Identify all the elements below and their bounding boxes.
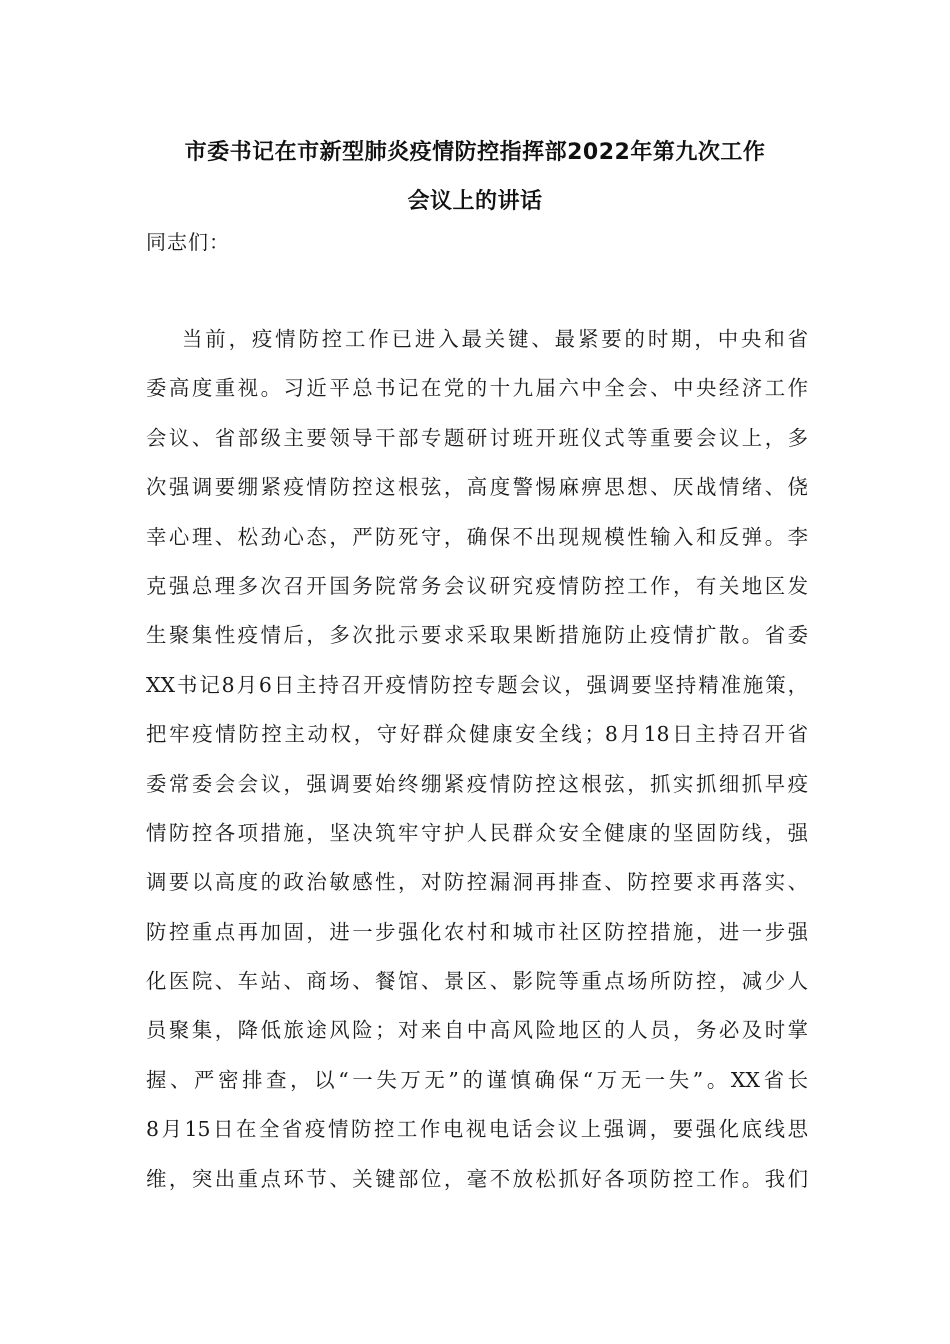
paragraph-line: 委常委会会议，强调要始终绷紧疫情防控这根弦，抓实抓细抓早疫 <box>146 771 808 796</box>
title-line-2: 会议上的讲话 <box>407 189 543 214</box>
title-line-1: 市委书记在市新型肺炎疫情防控指挥部2022年第九次工作 <box>184 140 766 165</box>
document-title <box>0 128 950 226</box>
paragraph-line: 化医院、车站、商场、餐馆、景区、影院等重点场所防控，减少人 <box>146 969 808 994</box>
paragraph-line: 情防控各项措施，坚决筑牢守护人民群众安全健康的坚固防线，强 <box>146 820 808 845</box>
body-paragraph <box>146 315 808 1204</box>
paragraph-line: 员聚集，降低旅途风险；对来自中高风险地区的人员，务必及时掌 <box>146 1018 808 1043</box>
paragraph-line: 次强调要绷紧疫情防控这根弦，高度警惕麻痹思想、厌战情绪、侥 <box>146 475 808 500</box>
paragraph-line: 握、严密排查，以“一失万无”的谨慎确保“万无一失”。XX省长 <box>146 1067 808 1092</box>
paragraph-line: XX书记8月6日主持召开疫情防控专题会议，强调要坚持精准施策， <box>146 672 808 697</box>
paragraph-line: 当前，疫情防控工作已进入最关键、最紧要的时期，中央和省 <box>182 327 808 351</box>
paragraph-line: 生聚集性疫情后，多次批示要求采取果断措施防止疫情扩散。省委 <box>146 623 808 648</box>
paragraph-line: 调要以高度的政治敏感性，对防控漏洞再排查、防控要求再落实、 <box>146 870 808 895</box>
paragraph-line: 会议、省部级主要领导干部专题研讨班开班仪式等重要会议上，多 <box>146 425 808 450</box>
paragraph-line: 维，突出重点环节、关键部位，毫不放松抓好各项防控工作。我们 <box>146 1166 808 1191</box>
paragraph-line: 防控重点再加固，进一步强化农村和城市社区防控措施，进一步强 <box>146 919 808 944</box>
paragraph-line: 委高度重视。习近平总书记在党的十九届六中全会、中央经济工作 <box>146 376 808 401</box>
salutation: 同志们： <box>146 230 230 254</box>
paragraph-line: 幸心理、松劲心态，严防死守，确保不出现规模性输入和反弹。李 <box>146 524 808 549</box>
paragraph-line: 克强总理多次召开国务院常务会议研究疫情防控工作，有关地区发 <box>146 573 808 598</box>
paragraph-line: 把牢疫情防控主动权，守好群众健康安全线；8月18日主持召开省 <box>146 722 808 747</box>
paragraph-line: 8月15日在全省疫情防控工作电视电话会议上强调，要强化底线思 <box>146 1117 808 1142</box>
